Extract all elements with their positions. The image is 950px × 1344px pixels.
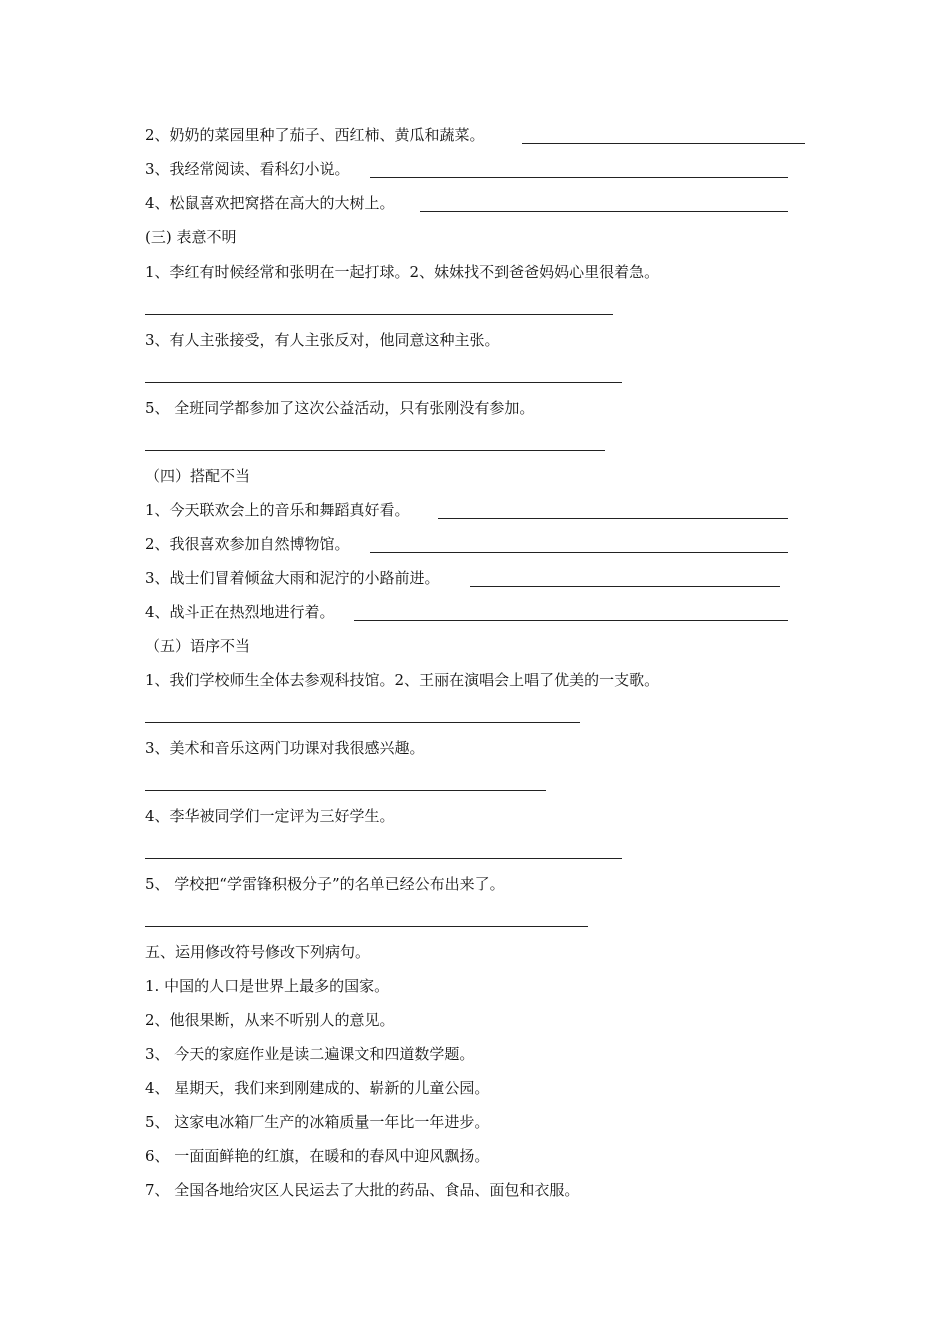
sentence-line: 4、战斗正在热烈地进行着。 <box>145 603 335 621</box>
sentence-line: 5、 学校把“学雷锋积极分子”的名单已经公布出来了。 <box>145 875 505 893</box>
sentence-line: 3、美术和音乐这两门功课对我很感兴趣。 <box>145 739 425 757</box>
sentence-line: 2、他很果断，从来不听别人的意见。 <box>145 1011 395 1029</box>
answer-line[interactable] <box>438 518 788 519</box>
answer-line[interactable] <box>145 722 580 723</box>
sentence-line: 2、奶奶的菜园里种了茄子、西红柿、黄瓜和蔬菜。 <box>145 126 485 144</box>
sentence-line: 3、 今天的家庭作业是读二遍课文和四道数学题。 <box>145 1045 475 1063</box>
sentence-line: 5、 这家电冰箱厂生产的冰箱质量一年比一年进步。 <box>145 1113 490 1131</box>
answer-line[interactable] <box>145 314 613 315</box>
sentence-line: 4、李华被同学们一定评为三好学生。 <box>145 807 395 825</box>
answer-line[interactable] <box>145 790 546 791</box>
sentence-line: 1、我们学校师生全体去参观科技馆。2、王丽在演唱会上唱了优美的一支歌。 <box>145 671 660 689</box>
sentence-line: 1、李红有时候经常和张明在一起打球。2、妹妹找不到爸爸妈妈心里很着急。 <box>145 263 660 281</box>
section-heading: （四）搭配不当 <box>145 467 251 485</box>
section-heading: (三) 表意不明 <box>145 228 237 246</box>
sentence-line: 5、 全班同学都参加了这次公益活动，只有张刚没有参加。 <box>145 399 535 417</box>
sentence-line: 4、 星期天，我们来到刚建成的、崭新的儿童公园。 <box>145 1079 490 1097</box>
sentence-line: 3、有人主张接受，有人主张反对，他同意这种主张。 <box>145 331 500 349</box>
answer-line[interactable] <box>370 177 788 178</box>
answer-line[interactable] <box>145 926 588 927</box>
answer-line[interactable] <box>470 586 780 587</box>
sentence-line: 3、战士们冒着倾盆大雨和泥泞的小路前进。 <box>145 569 440 587</box>
answer-line[interactable] <box>354 620 788 621</box>
sentence-line: 2、我很喜欢参加自然博物馆。 <box>145 535 350 553</box>
sentence-line: 1、今天联欢会上的音乐和舞蹈真好看。 <box>145 501 410 519</box>
answer-line[interactable] <box>145 382 622 383</box>
answer-line[interactable] <box>370 552 788 553</box>
sentence-line: 1. 中国的人口是世界上最多的国家。 <box>145 977 390 995</box>
sentence-line: 6、 一面面鲜艳的红旗，在暖和的春风中迎风飘扬。 <box>145 1147 490 1165</box>
answer-line[interactable] <box>145 450 605 451</box>
answer-line[interactable] <box>420 211 788 212</box>
sentence-line: 3、我经常阅读、看科幻小说。 <box>145 160 350 178</box>
answer-line[interactable] <box>522 143 805 144</box>
sentence-line: 7、 全国各地给灾区人民运去了大批的药品、食品、面包和衣服。 <box>145 1181 580 1199</box>
sentence-line: 4、松鼠喜欢把窝搭在高大的大树上。 <box>145 194 395 212</box>
answer-line[interactable] <box>145 858 622 859</box>
section-heading: 五、运用修改符号修改下列病句。 <box>145 943 371 961</box>
section-heading: （五）语序不当 <box>145 637 251 655</box>
